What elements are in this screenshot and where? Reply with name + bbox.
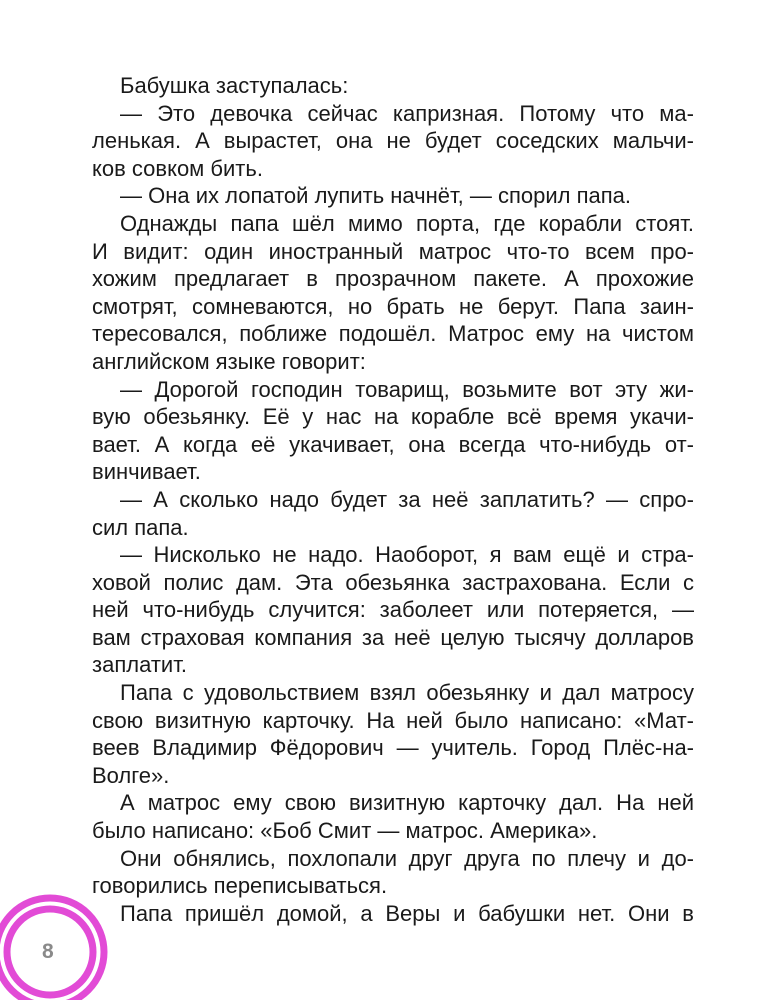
- text-line: хожим предлагает в прозрачном пакете. А прохожие: [92, 266, 694, 292]
- text-line: Однажды папа шёл мимо порта, где корабли стоят.: [120, 210, 694, 236]
- text-line: было написано: «Боб Смит — матрос. Америка».: [92, 818, 598, 844]
- text-line: ленькая. А вырастет, она не будет соседских мальчи-: [92, 128, 694, 154]
- text-line: сил папа.: [92, 514, 189, 540]
- text-line: ховой полис дам. Эта обезьянка застрахована. Если с: [92, 569, 694, 595]
- page-number: 8: [42, 940, 54, 963]
- text-line: вую обезьянку. Её у нас на корабле всё время укачи-: [92, 404, 694, 430]
- text-line: ков совком бить.: [92, 155, 263, 181]
- text-line: тересовался, поближе подошёл. Матрос ему на чистом: [92, 321, 694, 347]
- text-line: И видит: один иностранный матрос что-то всем про-: [92, 238, 694, 264]
- text-line: смотрят, сомневаются, но брать не берут. Папа заин-: [92, 293, 694, 319]
- text-line: А матрос ему свою визитную карточку дал. На ней: [120, 790, 694, 816]
- text-line: Они обнялись, похлопали друг друга по плечу и до-: [120, 845, 694, 871]
- text-line: — Это девочка сейчас капризная. Потому что ма-: [120, 100, 694, 126]
- text-line: Папа пришёл домой, а Веры и бабушки нет. Они в: [120, 900, 694, 926]
- text-line: вает. А когда её укачивает, она всегда что-нибудь от-: [92, 431, 694, 457]
- text-line: английском языке говорит:: [92, 348, 366, 374]
- text-line: Бабушка заступалась:: [120, 73, 349, 98]
- text-line: — Нисколько не надо. Наоборот, я вам ещё и стра-: [120, 542, 694, 568]
- text-line: говорились переписываться.: [92, 873, 388, 899]
- page-body-text: [92, 72, 694, 927]
- text-line: заплатит.: [92, 652, 187, 678]
- text-line: ней что-нибудь случится: заболеет или потеряется, —: [92, 597, 694, 623]
- text-line: веев Владимир Фёдорович — учитель. Город Плёс-на-: [92, 735, 694, 761]
- text-line: свою визитную карточку. На ней было написано: «Мат-: [92, 707, 694, 733]
- text-line: винчивает.: [92, 459, 201, 485]
- text-line: — Она их лопатой лупить начнёт, — спорил папа.: [120, 183, 632, 209]
- text-line: — Дорогой господин товарищ, возьмите вот эту жи-: [120, 376, 694, 402]
- corner-circles-decoration: [0, 880, 120, 1000]
- text-line: вам страховая компания за неё целую тысячу долларов: [92, 624, 694, 650]
- text-line: — А сколько надо будет за неё заплатить? — спро-: [120, 486, 694, 512]
- text-line: Папа с удовольствием взял обезьянку и дал матросу: [120, 680, 694, 706]
- text-line: Волге».: [92, 762, 170, 788]
